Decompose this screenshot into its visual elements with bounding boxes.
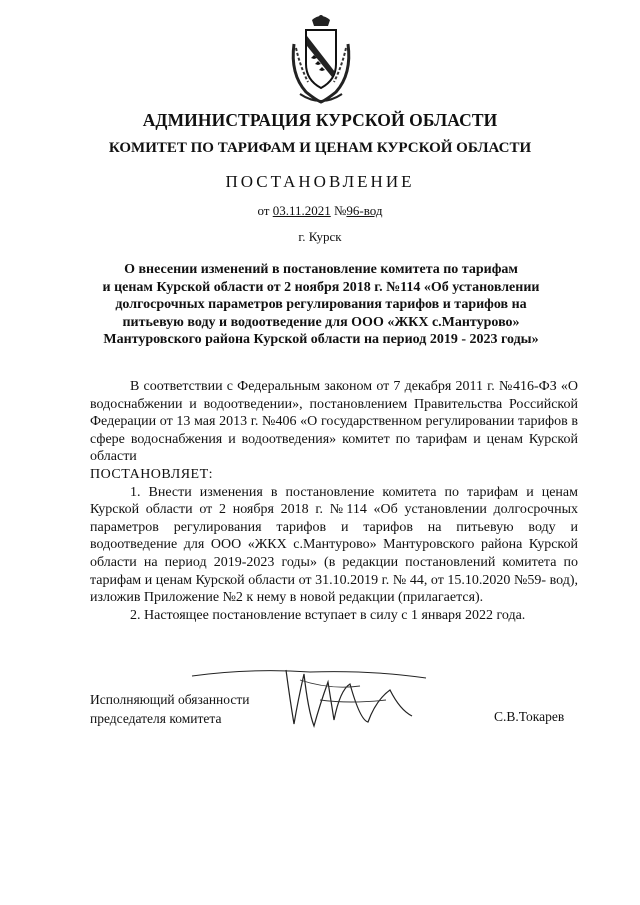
clause-2: 2. Настоящее постановление вступает в силу с 1 января 2022 года. (130, 607, 526, 623)
coat-of-arms-icon (286, 14, 356, 106)
subject-line: и ценам Курской области от 2 ноября 2018 г. №114 «Об установлении (102, 279, 540, 295)
signatory-position (90, 690, 249, 728)
document-body (90, 378, 578, 624)
position-line: Исполняющий обязанности (90, 692, 250, 707)
signatory-name: С.В.Токарев (494, 709, 565, 724)
date-line (0, 203, 640, 219)
document-subject (95, 261, 547, 349)
document-place: г. Курск (298, 229, 342, 244)
decides-heading: ПОСТАНОВЛЯЕТ: (90, 466, 214, 482)
subject-line: О внесении изменений в постановление комитета по тарифам (124, 262, 518, 277)
subject-line: Мантуровского района Курской области на период 2019 - 2023 годы» (103, 332, 539, 347)
preamble-paragraph: В соответствии с Федеральным законом от 7 декабря 2011 г. №416-ФЗ «О водоснабжении и водоотведении», постановлением Правительства Российской Федерации от 13 мая 2013 г. №406 «О государственном регулировании тарифов в сфере водоснабжения и водоотведения» комитет по тарифам и ценам Курской области (90, 379, 578, 465)
date-prefix: от (257, 203, 270, 218)
document-type: ПОСТАНОВЛЕНИЕ (225, 172, 415, 191)
clause-1: 1. Внести изменения в постановление комитета по тарифам и ценам Курской области от 2 ноября 2018 г. №114 «Об установлении долгосрочных параметров регулирования тарифов и тарифов на питьевую воду и водоотведение для ООО «ЖКХ с.Мантурово» Мантуровского района Курской области на период 2019-2023 годы» (в редакции постановлений комитета по тарифам и ценам Курской области от 31.10.2019 г. № 44, от 15.10.2020 №59- вод), изложив Приложение №2 к нему в новой редакции (прилагается). (90, 484, 578, 606)
document-number: 96-вод (346, 203, 383, 218)
number-prefix: № (334, 203, 347, 218)
committee-title: КОМИТЕТ ПО ТАРИФАМ И ЦЕНАМ КУРСКОЙ ОБЛАСТИ (108, 140, 532, 156)
subject-line: долгосрочных параметров регулирования тарифов и тарифов на (115, 297, 527, 312)
document-date: 03.11.2021 (272, 203, 331, 218)
issuer-title: АДМИНИСТРАЦИЯ КУРСКОЙ ОБЛАСТИ (142, 110, 498, 130)
position-line: председателя комитета (90, 711, 222, 726)
subject-line: питьевую воду и водоотведение для ООО «ЖКХ с.Мантурово» (122, 314, 520, 330)
